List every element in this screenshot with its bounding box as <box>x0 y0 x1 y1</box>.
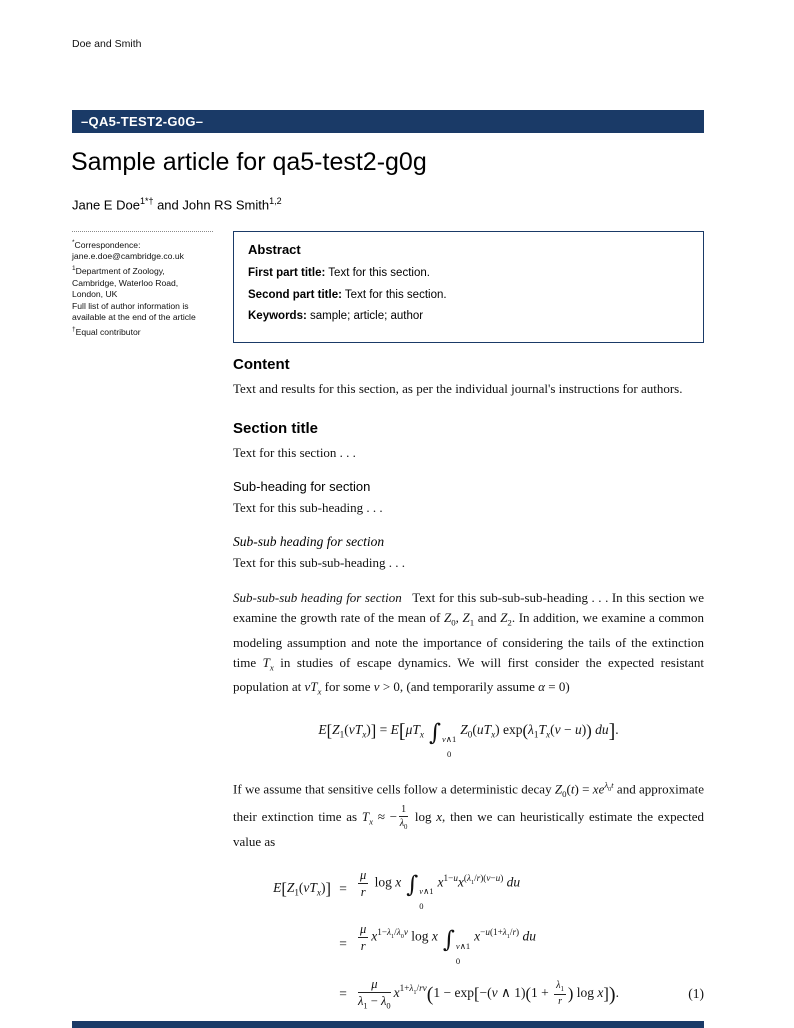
authors-line: Jane E Doe$^{1*\dagger}$ and John RS Smith$^{1,2}$ <box>72 196 282 213</box>
paragraph: Text for this sub-sub-heading . . . <box>233 555 406 570</box>
equation-rhs: $\frac{\mu}{\lambda_1 - \lambda_0}$ $x^{1+\lambda_1/rv}(1 - \exp[-(v$ ∧ 1)(1 + $\frac{\lambda_1}{r}$ ) log x]). <box>358 976 619 1011</box>
equation-number: (1) <box>688 985 704 1001</box>
article-body <box>233 356 704 1011</box>
equal-contributor-note: †Equal contributor <box>72 325 141 337</box>
abstract-item-text: Text for this section. <box>325 267 430 279</box>
abstract-item <box>248 288 689 303</box>
abstract-item-text: Text for this section. <box>341 288 447 301</box>
aligned-equation-block <box>233 868 704 1011</box>
paragraph: If we assume that sensitive cells follow a deterministic decay $Z_0(t) = xe^{\lambda_0t}$ and approximate their extinction time as $T_x$ ≈ − $\frac{1}{\lambda_0}$ log x, then we can heuristically estimate the expected value as <box>233 779 704 849</box>
equation-lhs: $E[Z_1(vT_x)]$ <box>273 879 331 899</box>
running-head: Doe and Smith <box>72 38 142 50</box>
abstract-item-label: Second part title: <box>248 288 342 301</box>
display-equation: $E[Z_1(vT_x)] = E[\mu T_x$ ∫ v∧1 0 $Z_0(uT_x) \exp(\lambda_1T_x(v - u))$ du]. <box>318 719 619 759</box>
equation-relation: = <box>339 935 347 951</box>
subsection-heading: Sub-heading for section <box>233 479 371 494</box>
affiliation-line: $^1$Department of Zoology, <box>72 265 165 276</box>
abstract-item-text: sample; article; author <box>306 310 424 322</box>
abstract-box <box>233 231 704 343</box>
equation-relation: = <box>339 985 347 1001</box>
correspondence-email-link[interactable]: jane.e.doe@cambridge.co.uk <box>72 251 184 262</box>
paragraph: Text for this sub-heading . . . <box>233 500 383 515</box>
section-heading-title: Section title <box>233 420 319 437</box>
footer-banner <box>72 1021 704 1028</box>
affiliation-line: Cambridge, Waterloo Road, <box>72 277 179 288</box>
affiliation-line: London, UK <box>72 289 118 300</box>
paragraph-with-runin-heading: Sub-sub-sub heading for section Text for this sub-sub-sub-heading . . . In this section we examine the growth rate of the mean of $Z_0$, $Z_1$ and $Z_2$. In addition, we examine a common modeling assumption and note the importance of considering the tails of the extinction time $T_x$ in studies of escape dynamics. We will first consider the expected resistant population at $vT_x$ for some v > 0, (and temporarily assume α = 0) <box>233 590 705 697</box>
equation-rhs: $\frac{\mu}{r}$ log x ∫ v∧1 0 $x^{1-u}x^{(\lambda_1/r)(v-u)}$ du <box>360 867 521 912</box>
correspondence-label: *Correspondence: <box>72 239 141 250</box>
journal-banner: –QA5-TEST2-G0G– <box>72 110 704 133</box>
article-title: Sample article for qa5-test2-g0g <box>71 148 427 176</box>
abstract-item <box>248 309 689 324</box>
section-heading-content: Content <box>233 356 290 373</box>
abstract-title: Abstract <box>248 242 301 257</box>
correspondence-block <box>72 231 213 338</box>
abstract-item-label: Keywords: <box>248 310 307 322</box>
equation-rhs: $\frac{\mu}{r}$ $x^{1-\lambda_1/\lambda_0v}$ log x ∫ v∧1 0 $x^{-u(1+\lambda_1/r)}$ du <box>360 922 536 966</box>
paragraph: Text and results for this section, as per the individual journal's instructions for authors. <box>233 381 683 396</box>
subsubsection-heading: Sub-sub heading for section <box>233 534 385 549</box>
abstract-item-label: First part title: <box>248 267 326 279</box>
equation-relation: = <box>339 881 347 897</box>
author-info-note: available at the end of the article <box>72 312 196 323</box>
paragraph: Text for this section . . . <box>233 445 356 460</box>
author-info-note: Full list of author information is <box>72 300 189 311</box>
abstract-item <box>248 266 689 281</box>
